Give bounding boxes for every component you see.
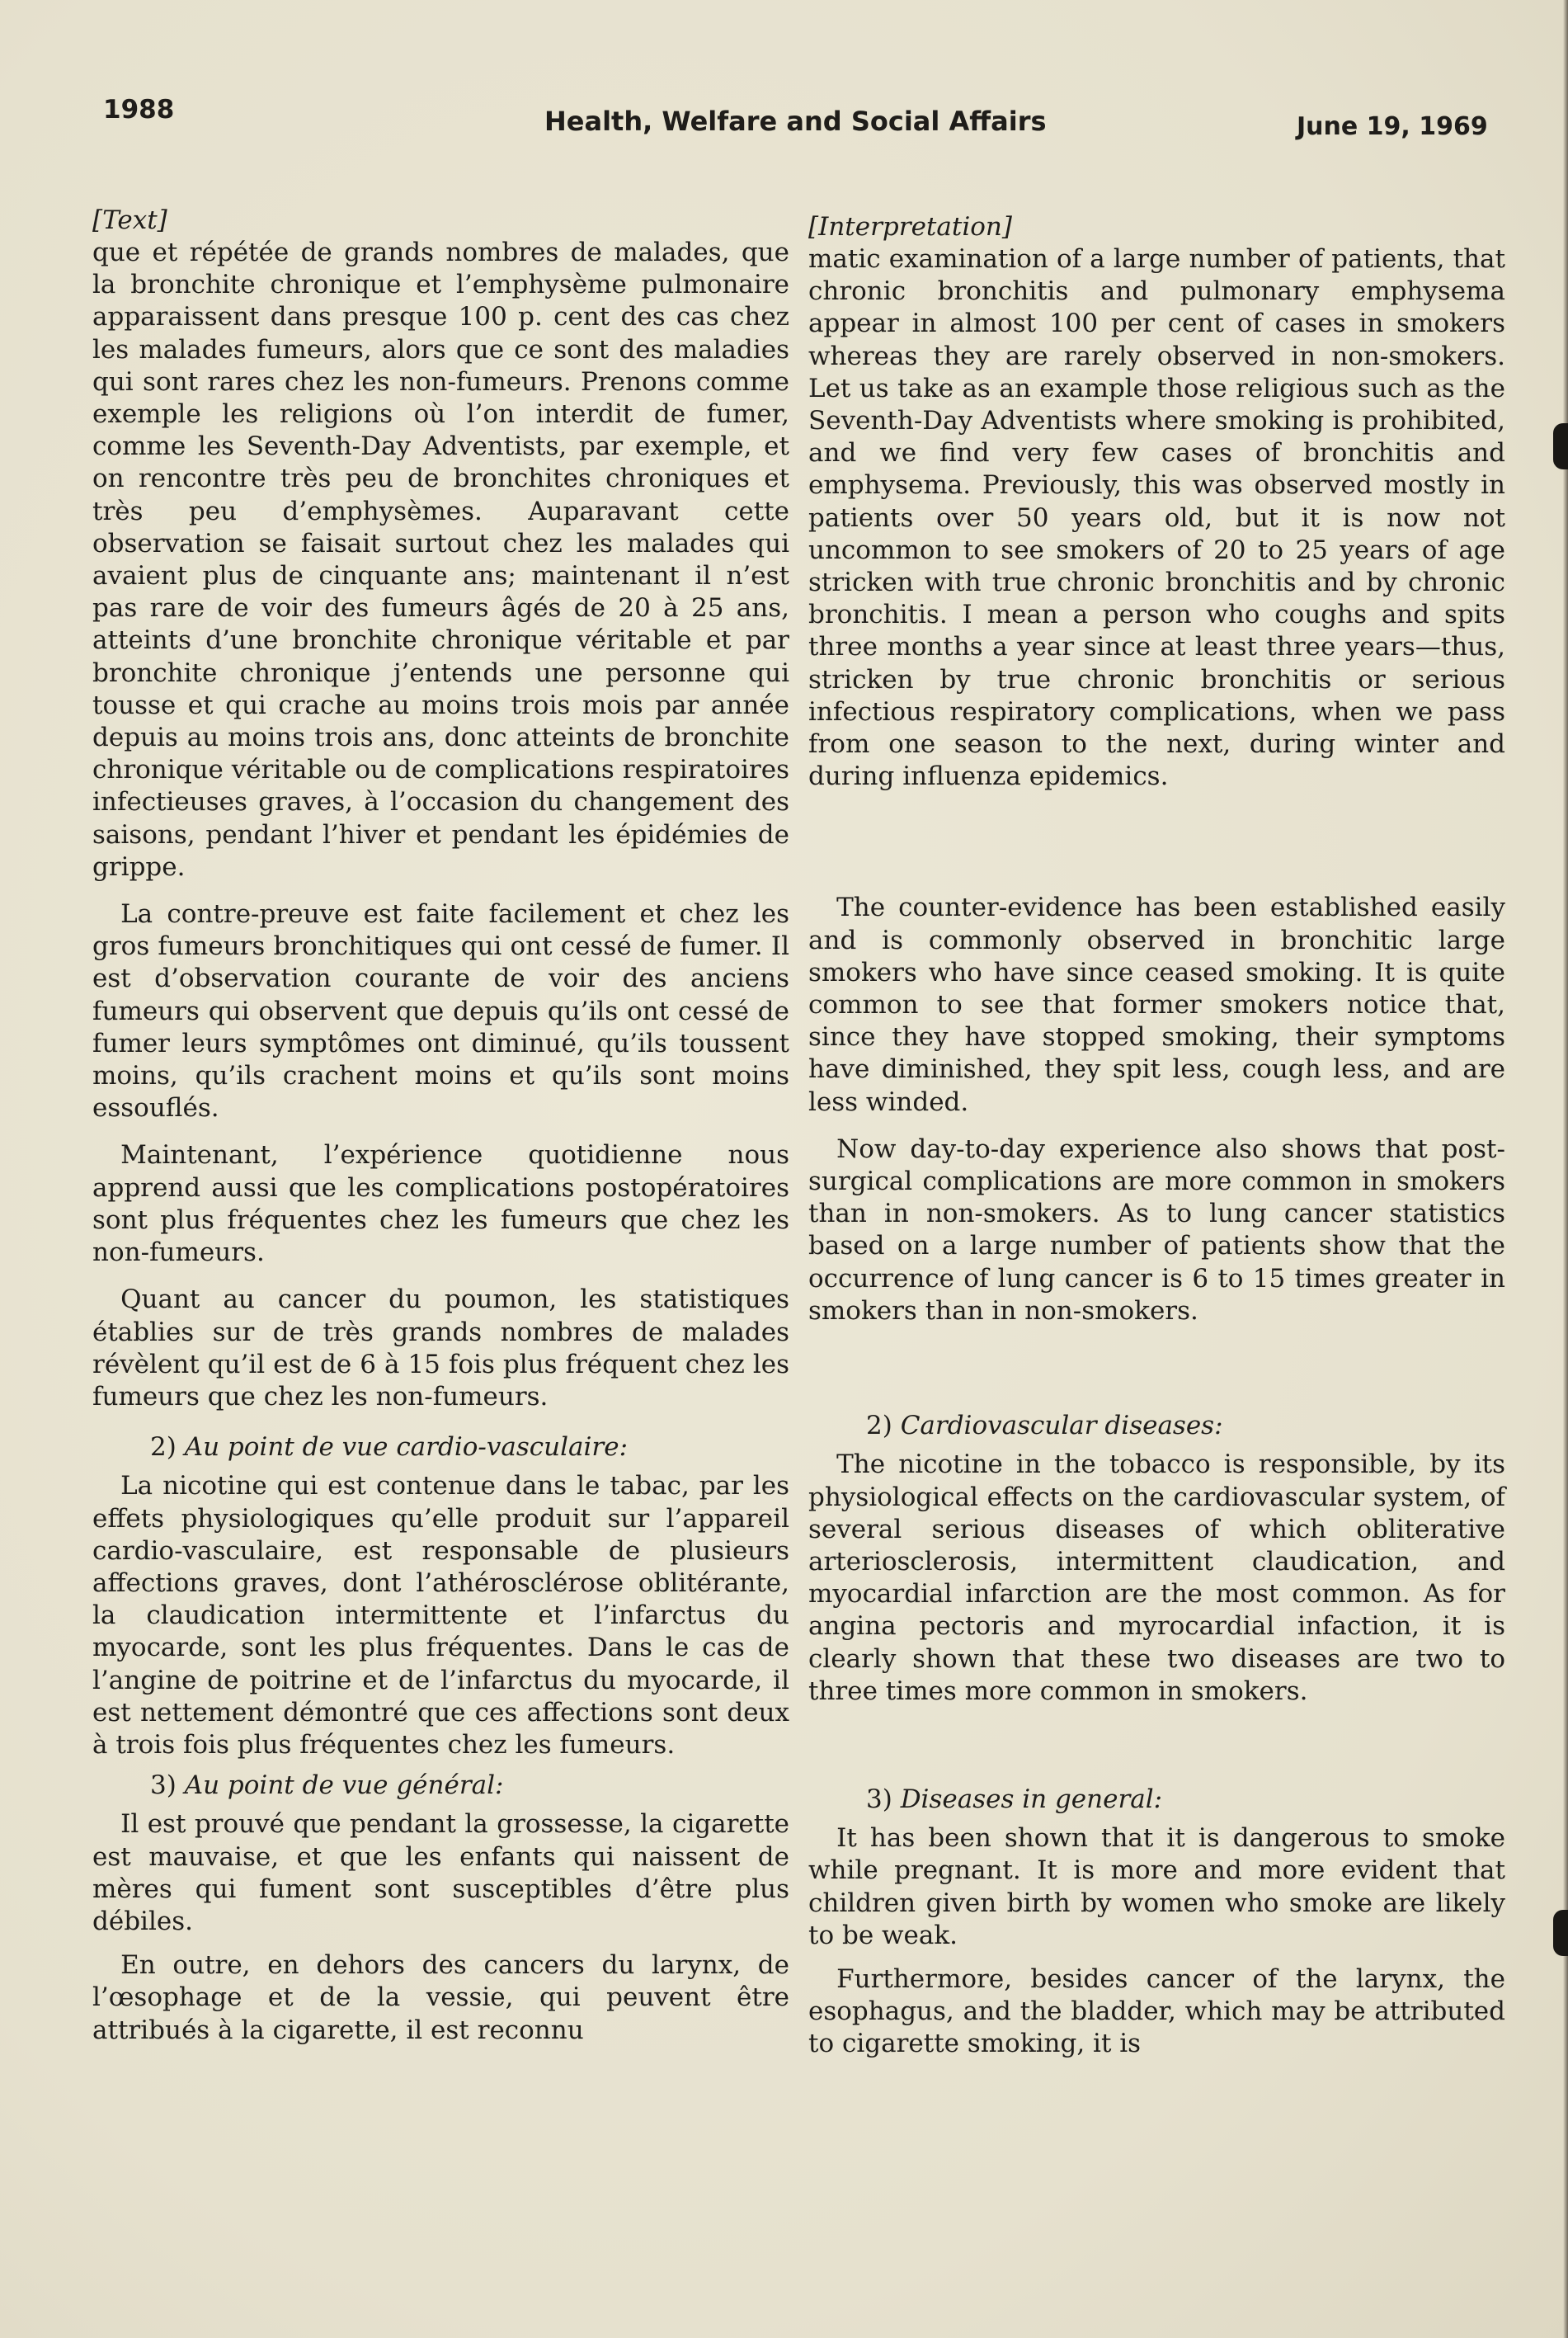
binding-hole — [1553, 423, 1568, 469]
paragraph: The counter-evidence has been established easily and is commonly observed in bronchitic large smokers who have since ceased smoking. It is quite common to see that former smokers notice that, since they have stopped smoking, their symptoms have diminished, they spit less, cough less, and are less winded. — [808, 893, 1505, 1117]
paragraph: Il est prouvé que pendant la grossesse, la cigarette est mauvaise, et que les enfants qui naissent de mères qui fument sont susceptibles d’être plus débiles. — [92, 1809, 789, 1936]
paragraph: matic examination of a large number of patients, that chronic bronchitis and pulmonary emphysema appear in almost 100 per cent of cases in smokers whereas they are rarely observed in non-smokers. Let us take as an example those religious such as the Seventh-Day Adventists where smoking is prohibited, and we find very few cases of bronchitis and emphysema. Previously, this was observed mostly in patients over 50 years old, but it is now not uncommon to see smokers of 20 to 25 years of age stricken with true chronic bronchitis and by chronic bronchitis. I mean a person who coughs and spits three months a year since at least three years—thus, stricken by true chronic bronchitis or serious infectious respiratory complications, when we pass from one season to the next, during winter and during influenza epidemics. — [808, 244, 1505, 792]
header-date: June 19, 1969 — [1297, 112, 1488, 141]
paragraph: Quant au cancer du poumon, les statistiques établies sur de très grands nombres de malades révèlent qu’il est de 6 à 15 fois plus fréquent chez les fumeurs que chez les non-fumeurs. — [92, 1284, 789, 1412]
column-label: [Interpretation] — [808, 212, 1012, 242]
paragraph: que et répétée de grands nombres de malades, que la bronchite chronique et l’emphysème pulmonaire apparaissent dans presque 100 p. cent des cas chez les malades fumeurs, alors que ce sont des maladies qui sont rares chez les non-fumeurs. Prenons comme exemple les religions où l’on interdit de fumer, comme les Seventh-Day Adventists, par exemple, et on rencontre très peu de bronchites chroniques et très peu d’emphysèmes. Auparavant cette observation se faisait surtout chez les malades qui avaient plus de cinquante ans; maintenant il n’est pas rare de voir des fumeurs âgés de 20 à 25 ans, atteints d’une bronchite chronique véritable et par bronchite chronique j’entends une personne qui tousse et qui crache au moins trois mois par année depuis au moins trois ans, donc atteints de bronchite chronique véritable ou de complications respiratoires infectieuses graves, à l’occasion du changement des saisons, pendant l’hiver et pendant les épidémies de grippe. — [92, 238, 789, 882]
heading-number: 2) — [866, 1411, 892, 1441]
page-header — [103, 92, 1497, 142]
left-column-french — [92, 205, 789, 2047]
paragraph: Maintenant, l’expérience quotidienne nous apprend aussi que les complications postopératoires sont plus fréquentes chez les fumeurs que chez les non-fumeurs. — [92, 1140, 789, 1268]
paragraph: Now day-to-day experience also shows that post-surgical complications are more common in smokers than in non-smokers. As to lung cancer statistics based on a large number of patients show that the occurrence of lung cancer is 6 to 15 times greater in smokers than in non-smokers. — [808, 1134, 1505, 1326]
heading-text: Cardiovascular diseases: — [900, 1411, 1223, 1441]
running-title: Health, Welfare and Social Affairs — [544, 106, 1047, 137]
page-edge-shadow — [1563, 0, 1568, 2338]
column-label: [Text] — [92, 205, 167, 235]
section-heading — [808, 1784, 1505, 1816]
paragraph: En outre, en dehors des cancers du larynx, de l’œsophage et de la vessie, qui peuvent être attribués à la cigarette, il est reconnu — [92, 1950, 789, 2045]
paragraph: Furthermore, besides cancer of the larynx, the esophagus, and the bladder, which may be attributed to cigarette smoking, it is — [808, 1963, 1505, 2059]
paragraph: The nicotine in the tobacco is responsible, by its physiological effects on the cardiovascular system, of several serious diseases of which obliterative arteriosclerosis, intermittent claudication, and myocardial infarction are the most common. As for angina pectoris and myrocardial infaction, it is clearly shown that these two diseases are two to three times more common in smokers. — [808, 1449, 1505, 1706]
heading-text: Au point de vue cardio-vasculaire: — [184, 1432, 629, 1463]
binding-hole — [1553, 1910, 1568, 1956]
paragraph: La nicotine qui est contenue dans le tabac, par les effets physiologiques qu’elle produit sur l’appareil cardio-vasculaire, est responsable de plusieurs affections graves, dont l’athérosclérose oblitérante, la claudication intermittente et l’infarctus du myocarde, sont les plus fréquentes. Dans le cas de l’angine de poitrine et de l’infarctus du myocarde, il est nettement démontré que ces affections sont deux à trois fois plus fréquentes chez les fumeurs. — [92, 1471, 789, 1760]
heading-text: Diseases in general: — [900, 1784, 1163, 1814]
page-number: 1988 — [103, 95, 175, 125]
right-column-english — [808, 211, 1505, 2061]
heading-number: 3) — [150, 1770, 177, 1801]
paragraph: It has been shown that it is dangerous to smoke while pregnant. It is more and more evident that children given birth by women who smoke are likely to be weak. — [808, 1823, 1505, 1950]
heading-number: 3) — [866, 1784, 892, 1814]
heading-text: Au point de vue général: — [184, 1770, 504, 1801]
section-heading — [92, 1431, 789, 1464]
paragraph: La contre-preuve est faite facilement et chez les gros fumeurs bronchitiques qui ont cessé de fumer. Il est d’observation courante de voir des anciens fumeurs qui observent que depuis qu’ils ont cessé de fumer leurs symptômes ont diminué, qu’ils toussent moins, qu’ils crachent moins et qu’ils sont moins essouflés. — [92, 899, 789, 1124]
section-heading — [808, 1410, 1505, 1442]
section-heading — [92, 1770, 789, 1802]
heading-number: 2) — [150, 1432, 177, 1463]
